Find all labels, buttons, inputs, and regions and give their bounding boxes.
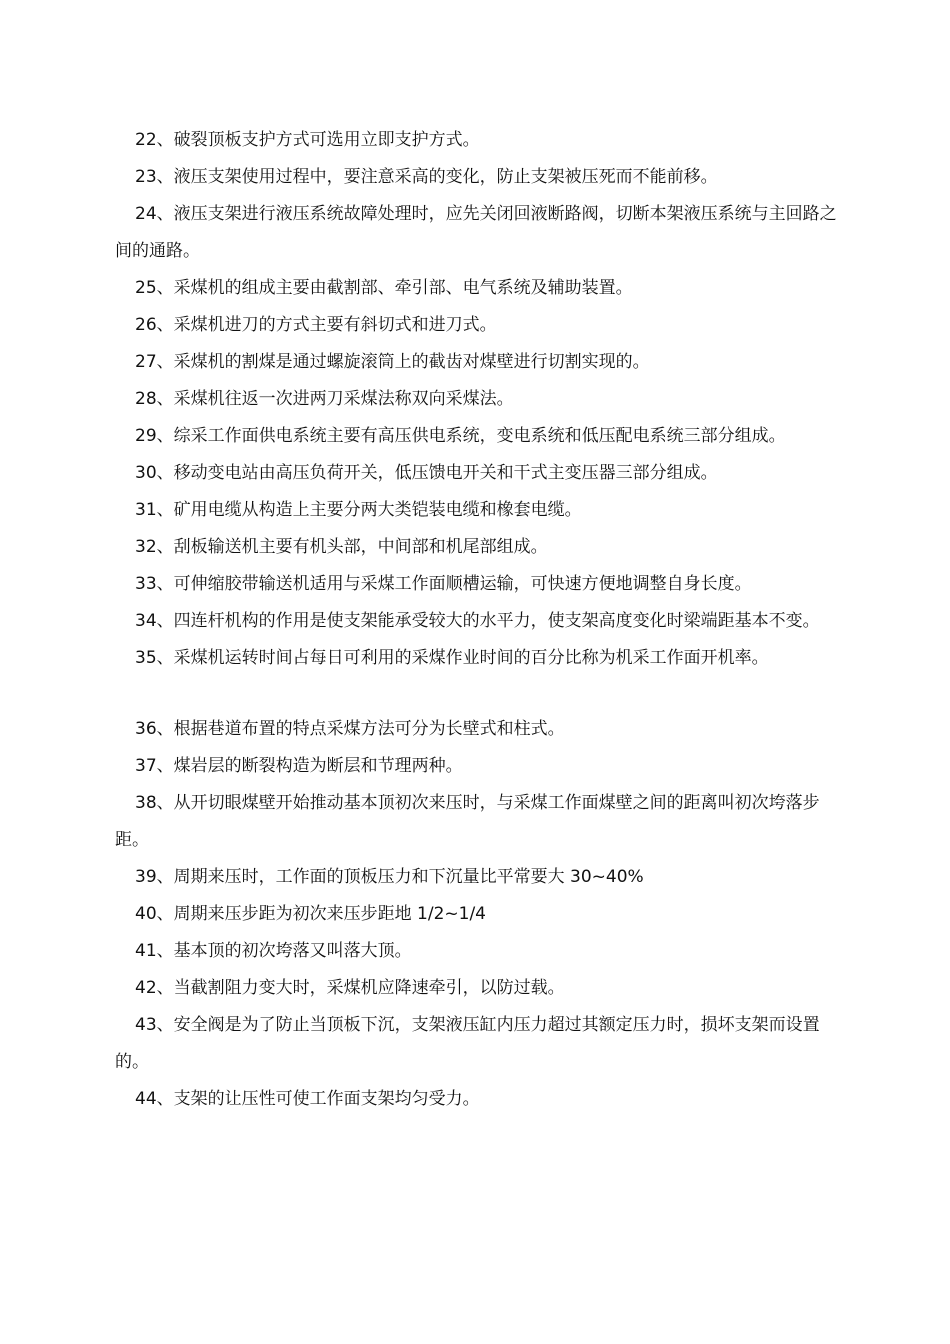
list-item: 37、煤岩层的断裂构造为断层和节理两种。 [135,756,463,776]
list-item: 22、破裂顶板支护方式可选用立即支护方式。 [135,130,480,150]
list-item: 42、当截割阻力变大时，采煤机应降速牵引，以防过载。 [135,978,565,998]
list-item: 36、根据巷道布置的特点采煤方法可分为长壁式和柱式。 [135,719,565,739]
list-item: 23、液压支架使用过程中，要注意采高的变化，防止支架被压死而不能前移。 [135,167,718,187]
list-item: 24、液压支架进行液压系统故障处理时，应先关闭回液断路阀，切断本架液压系统与主回路之间的通路。 [115,204,837,261]
list-item: 41、基本顶的初次垮落又叫落大顶。 [135,941,412,961]
list-item: 27、采煤机的割煤是通过螺旋滚筒上的截齿对煤壁进行切割实现的。 [135,352,650,372]
list-item: 29、综采工作面供电系统主要有高压供电系统，变电系统和低压配电系统三部分组成。 [135,426,786,446]
list-item: 43、安全阀是为了防止当顶板下沉，支架液压缸内压力超过其额定压力时，损坏支架而设置的。 [115,1015,820,1072]
list-item: 25、采煤机的组成主要由截割部、牵引部、电气系统及辅助装置。 [135,278,633,298]
list-item: 44、支架的让压性可使工作面支架均匀受力。 [135,1089,480,1109]
list-item: 32、刮板输送机主要有机头部，中间部和机尾部组成。 [135,537,548,557]
list-item: 40、周期来压步距为初次来压步距地 1/2~1/4 [135,904,486,924]
list-item: 33、可伸缩胶带输送机适用与采煤工作面顺槽运输，可快速方便地调整自身长度。 [135,574,752,594]
list-item: 34、四连杆机构的作用是使支架能承受较大的水平力，使支架高度变化时梁端距基本不变。 [135,611,820,631]
list-item: 35、采煤机运转时间占每日可利用的采煤作业时间的百分比称为机采工作面开机率。 [135,648,769,668]
list-item: 26、采煤机进刀的方式主要有斜切式和进刀式。 [135,315,497,335]
list-item: 31、矿用电缆从构造上主要分两大类铠装电缆和橡套电缆。 [135,500,582,520]
list-item: 38、从开切眼煤壁开始推动基本顶初次来压时，与采煤工作面煤壁之间的距离叫初次垮落步距。 [115,793,820,850]
list-item: 30、移动变电站由高压负荷开关，低压馈电开关和干式主变压器三部分组成。 [135,463,718,483]
list-item: 28、采煤机往返一次进两刀采煤法称双向采煤法。 [135,389,514,409]
list-item: 39、周期来压时，工作面的顶板压力和下沉量比平常要大 30~40% [135,867,644,887]
document-body [115,122,837,1118]
